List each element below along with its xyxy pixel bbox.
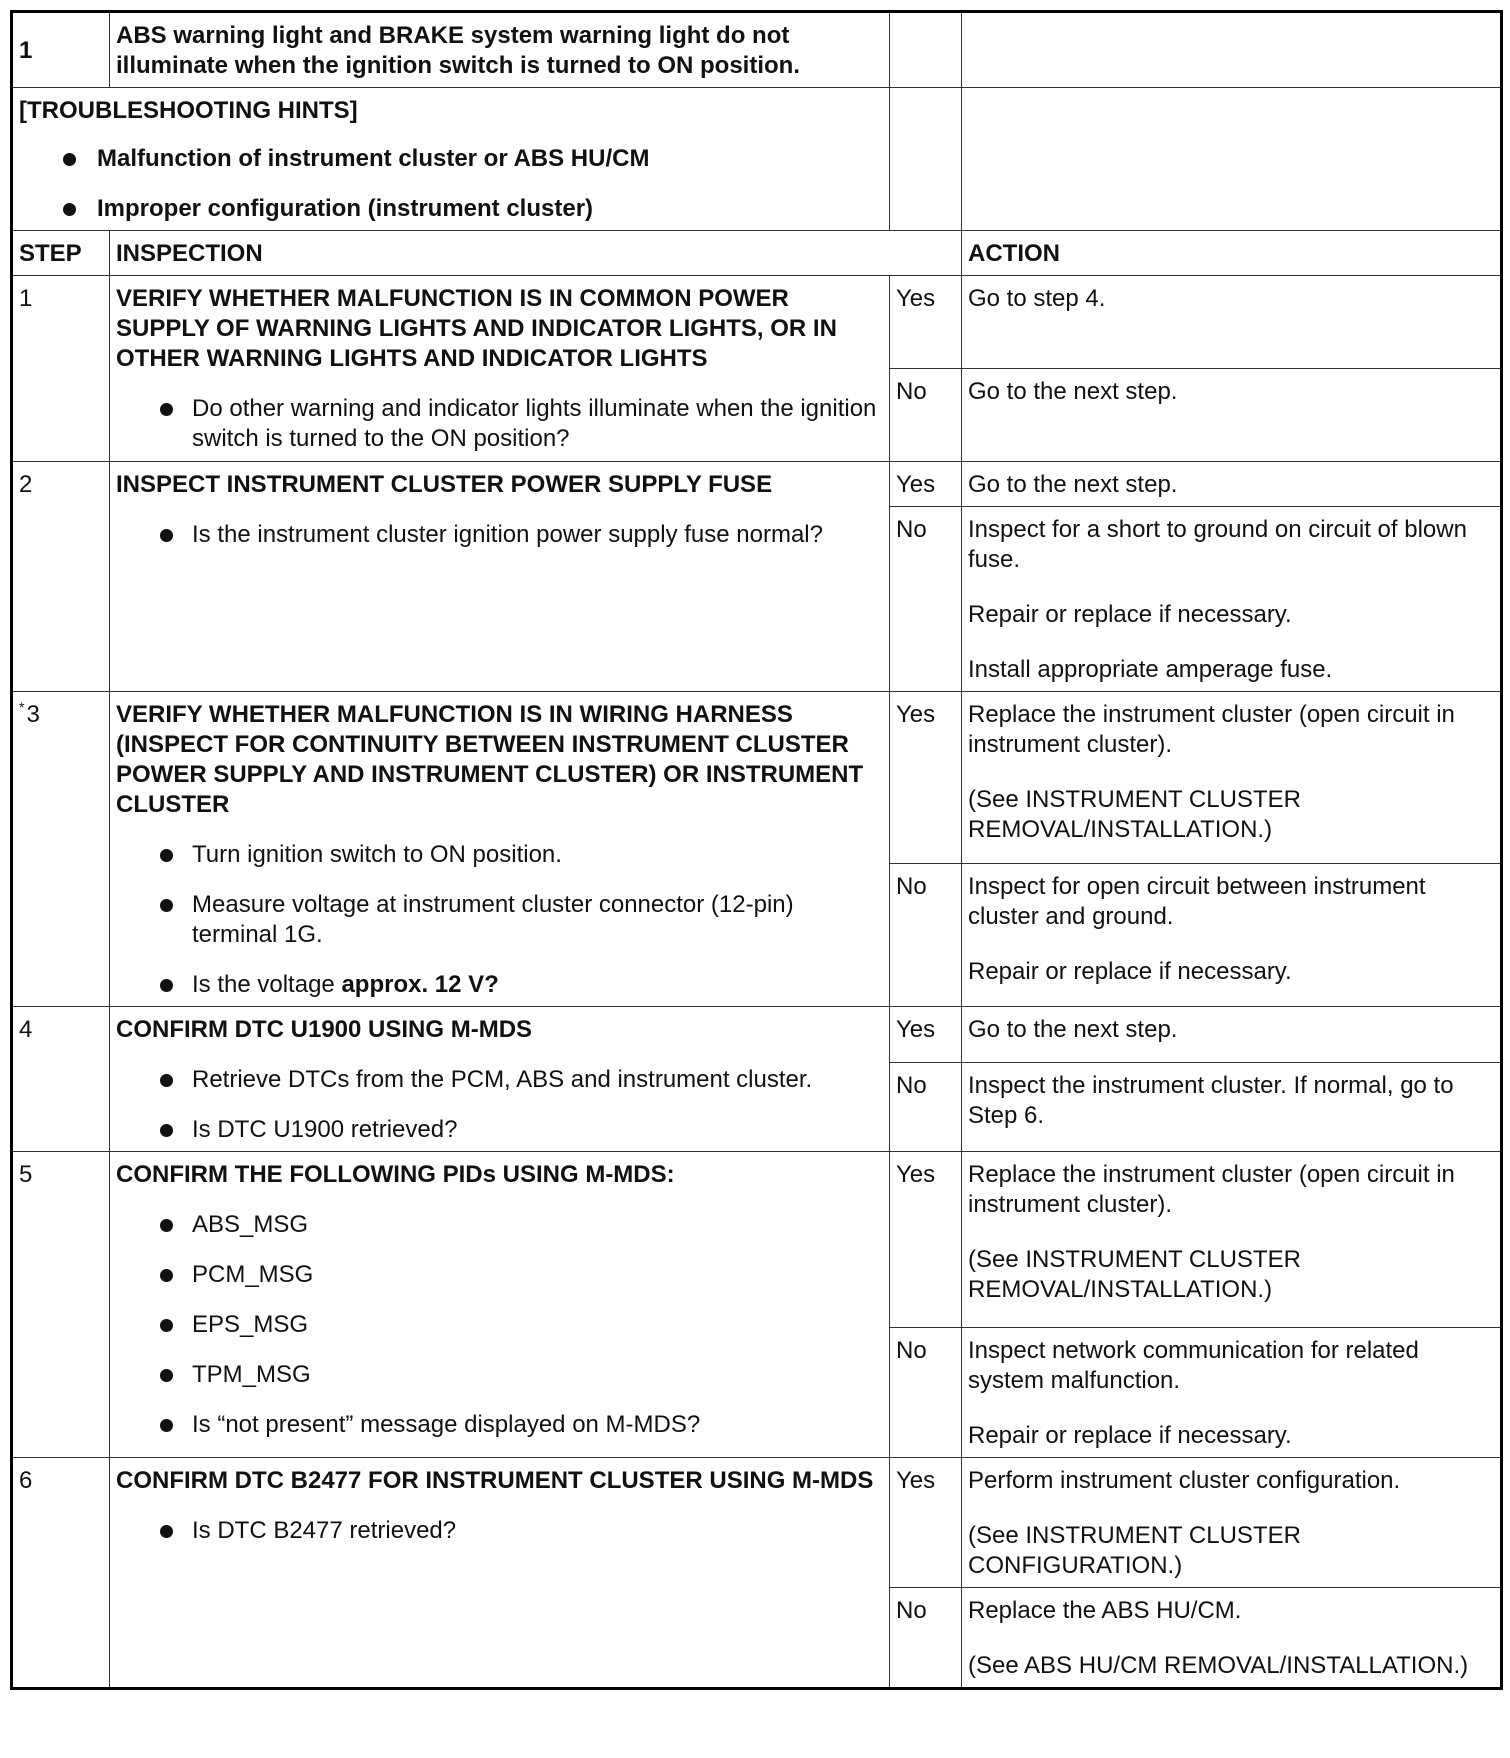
inspection-cell	[110, 276, 890, 462]
yes-label: Yes	[890, 1152, 962, 1328]
step-number: 2	[12, 462, 110, 692]
step-row	[12, 692, 1502, 864]
bullet-item: Is “not present” message displayed on M-MDS?	[116, 1410, 881, 1440]
step-row	[12, 1007, 1502, 1063]
empty-cell	[962, 88, 1502, 231]
no-label: No	[890, 1063, 962, 1152]
bullet-item: ABS_MSG	[116, 1210, 881, 1240]
no-action: Go to the next step.	[962, 369, 1502, 462]
inspection-cell	[110, 692, 890, 1007]
inspection-bullets	[116, 1210, 881, 1440]
bullet-item: Retrieve DTCs from the PCM, ABS and instrument cluster.	[116, 1065, 881, 1095]
inspection-title: INSPECT INSTRUMENT CLUSTER POWER SUPPLY FUSE	[116, 471, 773, 498]
inspection-bullets	[116, 520, 881, 550]
header-action: ACTION	[962, 231, 1502, 276]
no-action: Inspect network communication for related system malfunction. Repair or replace if necessary.	[962, 1328, 1502, 1458]
empty-cell	[890, 88, 962, 231]
no-action: Inspect for a short to ground on circuit of blown fuse. Repair or replace if necessary. Install appropriate amperage fuse.	[962, 507, 1502, 692]
inspection-cell	[110, 1458, 890, 1689]
yes-label: Yes	[890, 276, 962, 369]
step-number: 1	[12, 276, 110, 462]
yes-label: Yes	[890, 462, 962, 507]
symptom-text: ABS warning light and BRAKE system warning light do not illuminate when the ignition switch is turned to ON position.	[110, 12, 890, 88]
yes-label: Yes	[890, 1458, 962, 1588]
inspection-bullets	[116, 1065, 881, 1145]
bullet-item: Turn ignition switch to ON position.	[116, 840, 881, 870]
step-marker: *	[19, 699, 25, 715]
step-row	[12, 462, 1502, 507]
inspection-title: VERIFY WHETHER MALFUNCTION IS IN COMMON POWER SUPPLY OF WARNING LIGHTS AND INDICATOR LIGHTS, OR IN OTHER WARNING LIGHTS AND INDICATOR LIGHTS	[116, 285, 837, 372]
empty-cell	[890, 12, 962, 88]
inspection-title: CONFIRM DTC U1900 USING M-MDS	[116, 1016, 533, 1043]
step-row	[12, 276, 1502, 369]
bullet-item: Is DTC U1900 retrieved?	[116, 1115, 881, 1145]
step-number: 6	[12, 1458, 110, 1689]
inspection-bullets	[116, 1516, 881, 1546]
header-inspection: INSPECTION	[110, 231, 962, 276]
no-action: Inspect for open circuit between instrument cluster and ground. Repair or replace if necessary.	[962, 864, 1502, 1007]
symptom-number: 1	[12, 12, 110, 88]
bullet-item: PCM_MSG	[116, 1260, 881, 1290]
yes-action: Perform instrument cluster configuration. (See INSTRUMENT CLUSTER CONFIGURATION.)	[962, 1458, 1502, 1588]
bullet-item: EPS_MSG	[116, 1310, 881, 1340]
no-action: Inspect the instrument cluster. If normal, go to Step 6.	[962, 1063, 1502, 1152]
bullet-item: Is the voltage approx. 12 V?	[116, 970, 881, 1000]
yes-action: Go to the next step.	[962, 462, 1502, 507]
no-label: No	[890, 369, 962, 462]
empty-cell	[962, 12, 1502, 88]
step-row	[12, 1458, 1502, 1588]
no-label: No	[890, 507, 962, 692]
inspection-cell	[110, 1007, 890, 1152]
yes-action: Replace the instrument cluster (open circuit in instrument cluster). (See INSTRUMENT CLUSTER REMOVAL/INSTALLATION.)	[962, 692, 1502, 864]
yes-action: Go to the next step.	[962, 1007, 1502, 1063]
header-step: STEP	[12, 231, 110, 276]
no-label: No	[890, 864, 962, 1007]
symptom-row	[12, 12, 1502, 88]
inspection-cell	[110, 462, 890, 692]
inspection-title: CONFIRM THE FOLLOWING PIDs USING M-MDS:	[116, 1161, 675, 1188]
no-action: Replace the ABS HU/CM. (See ABS HU/CM REMOVAL/INSTALLATION.)	[962, 1588, 1502, 1689]
no-label: No	[890, 1588, 962, 1689]
yes-action: Replace the instrument cluster (open circuit in instrument cluster). (See INSTRUMENT CLUSTER REMOVAL/INSTALLATION.)	[962, 1152, 1502, 1328]
bullet-item: Is DTC B2477 retrieved?	[116, 1516, 881, 1546]
yes-label: Yes	[890, 692, 962, 864]
yes-action: Go to step 4.	[962, 276, 1502, 369]
bullet-item: Measure voltage at instrument cluster connector (12-pin) terminal 1G.	[116, 890, 881, 950]
step-number: *3	[12, 692, 110, 1007]
hints-cell	[12, 88, 890, 231]
inspection-bullets	[116, 394, 881, 454]
step-row	[12, 1152, 1502, 1328]
yes-label: Yes	[890, 1007, 962, 1063]
bullet-item: Do other warning and indicator lights illuminate when the ignition switch is turned to the ON position?	[116, 394, 881, 454]
hint-item: Improper configuration (instrument cluster)	[19, 194, 881, 224]
no-label: No	[890, 1328, 962, 1458]
troubleshooting-table	[10, 10, 1503, 1690]
inspection-cell	[110, 1152, 890, 1458]
bullet-item: TPM_MSG	[116, 1360, 881, 1390]
step-number: 4	[12, 1007, 110, 1152]
header-row	[12, 231, 1502, 276]
hint-item: Malfunction of instrument cluster or ABS HU/CM	[19, 144, 881, 174]
inspection-bullets	[116, 840, 881, 1000]
hints-row	[12, 88, 1502, 231]
inspection-title: VERIFY WHETHER MALFUNCTION IS IN WIRING HARNESS (INSPECT FOR CONTINUITY BETWEEN INSTRUMENT CLUSTER POWER SUPPLY AND INSTRUMENT CLUSTER) OR INSTRUMENT CLUSTER	[116, 701, 864, 818]
inspection-title: CONFIRM DTC B2477 FOR INSTRUMENT CLUSTER USING M-MDS	[116, 1467, 874, 1494]
bullet-item: Is the instrument cluster ignition power supply fuse normal?	[116, 520, 881, 550]
step-number: 5	[12, 1152, 110, 1458]
hints-list	[19, 144, 881, 224]
hints-title: [TROUBLESHOOTING HINTS]	[19, 97, 358, 124]
